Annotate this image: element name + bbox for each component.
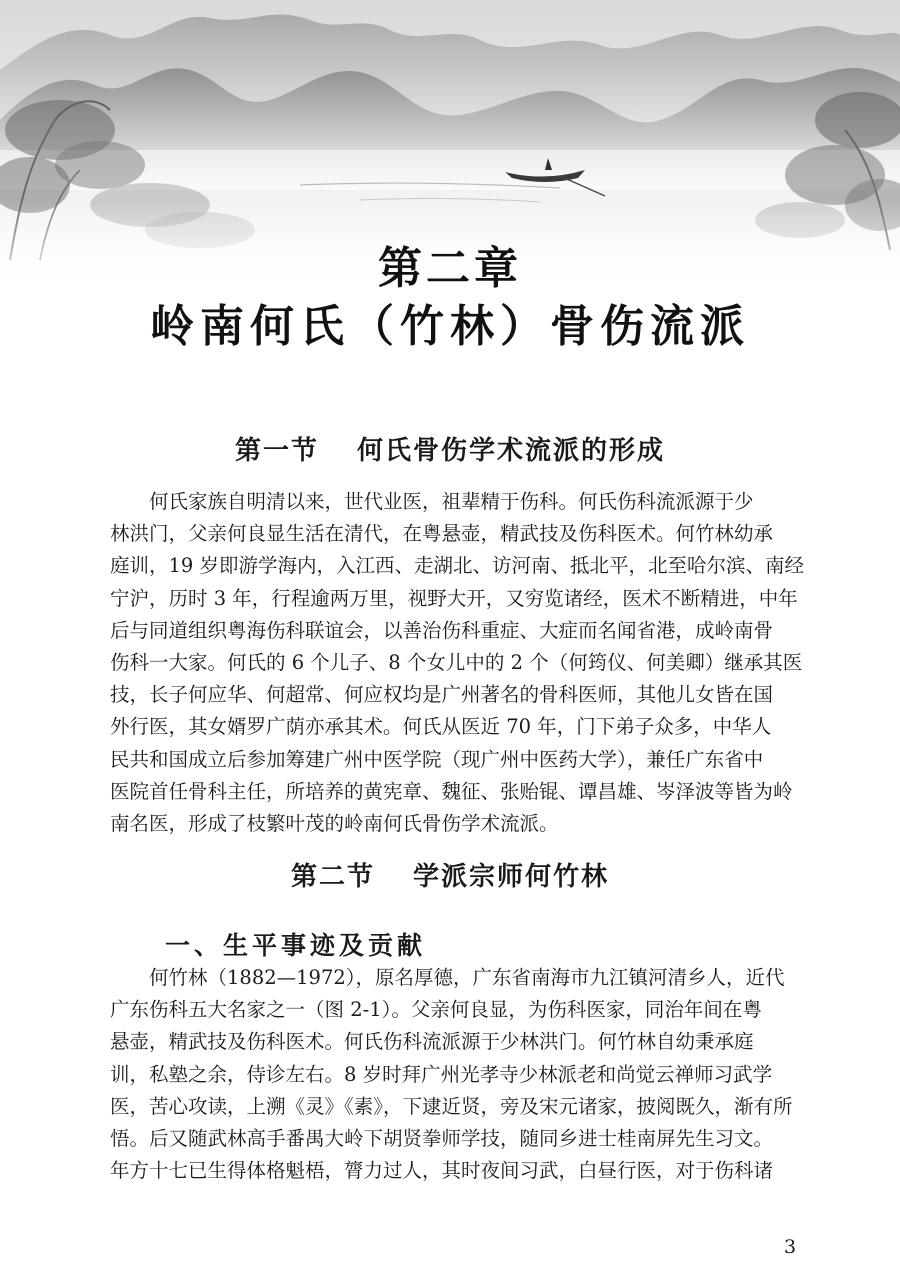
text-line: 后与同道组织粤海伤科联谊会，以善治伤科重症、大症而名闻省港，成岭南骨: [110, 618, 774, 642]
text-line: 民共和国成立后参加筹建广州中医学院（现广州中医药大学），兼任广东省中: [110, 747, 764, 771]
text-line: 悟。后又随武林高手番禺大岭下胡贤拳师学技，随同乡进士桂南屏先生习文。: [110, 1127, 774, 1151]
text-line: 技，长子何应华、何超常、何应权均是广州著名的骨科医师，其他儿女皆在国: [110, 683, 774, 707]
text-line: 训，私塾之余，侍诊左右。8 岁时拜广州光孝寺少林派老和尚觉云禅师习武学: [110, 1062, 773, 1086]
text-line: 南名医，形成了枝繁叶茂的岭南何氏骨伤学术流派。: [110, 812, 559, 836]
text-line: 医，苦心攻读，上溯《灵》《素》，下逮近贤，旁及宋元诸家，披阅既久，渐有所: [110, 1094, 793, 1118]
text-line: 伤科一大家。何氏的 6 个儿子、8 个女儿中的 2 个（何筠仪、何美卿）继承其医: [110, 651, 803, 675]
chapter-number: 第二章: [378, 243, 522, 294]
section-1-heading: [0, 430, 900, 467]
section-1-title: 何氏骨伤学术流派的形成: [357, 436, 666, 466]
section-2-title: 学派宗师何竹林: [413, 862, 610, 892]
section-1-label: 第一节: [234, 436, 319, 466]
section-1-paragraph: [110, 486, 805, 840]
subsection-heading: 一、生平事迹及贡献: [165, 931, 427, 960]
text-line: 何竹林（1882—1972），原名厚德，广东省南海市九江镇河清乡人，近代: [149, 966, 785, 989]
text-line: 庭训，19 岁即游学海内，入江西、走湖北、访河南、抵北平，北至哈尔滨、南经: [110, 554, 805, 578]
text-line: 医院首任骨科主任，所培养的黄宪章、魏征、张贻锟、谭昌雄、岑泽波等皆为岭: [110, 779, 793, 803]
text-line: 悬壶，精武技及伤科医术。何氏伤科流派源于少林洪门。何竹林自幼秉承庭: [110, 1030, 754, 1054]
text-line: 年方十七已生得体格魁梧，膂力过人，其时夜间习武，白昼行医，对于伤科诸: [110, 1159, 774, 1183]
section-2-heading: [0, 856, 900, 893]
text-line: 宁沪，历时 3 年，行程逾两万里，视野大开，又穷览诸经，医术不断精进，中年: [110, 586, 798, 610]
text-line: 何氏家族自明清以来，世代业医，祖辈精于伤科。何氏伤科流派源于少: [149, 490, 754, 513]
text-line: 外行医，其女婿罗广荫亦承其术。何氏从医近 70 年，门下弟子众多，中华人: [110, 715, 772, 739]
page-number: 3: [784, 1236, 797, 1258]
text-line: 广东伤科五大名家之一（图 2-1）。父亲何良显，为伤科医家，同治年间在粤: [110, 998, 762, 1022]
section-2-label: 第二节: [290, 862, 375, 892]
chapter-title: 岭南何氏（竹林）骨伤流派: [150, 301, 750, 352]
section-2-paragraph: [110, 962, 800, 1187]
text-line: 林洪门，父亲何良显生活在清代，在粤悬壶，精武技及伤科医术。何竹林幼承: [110, 522, 774, 546]
